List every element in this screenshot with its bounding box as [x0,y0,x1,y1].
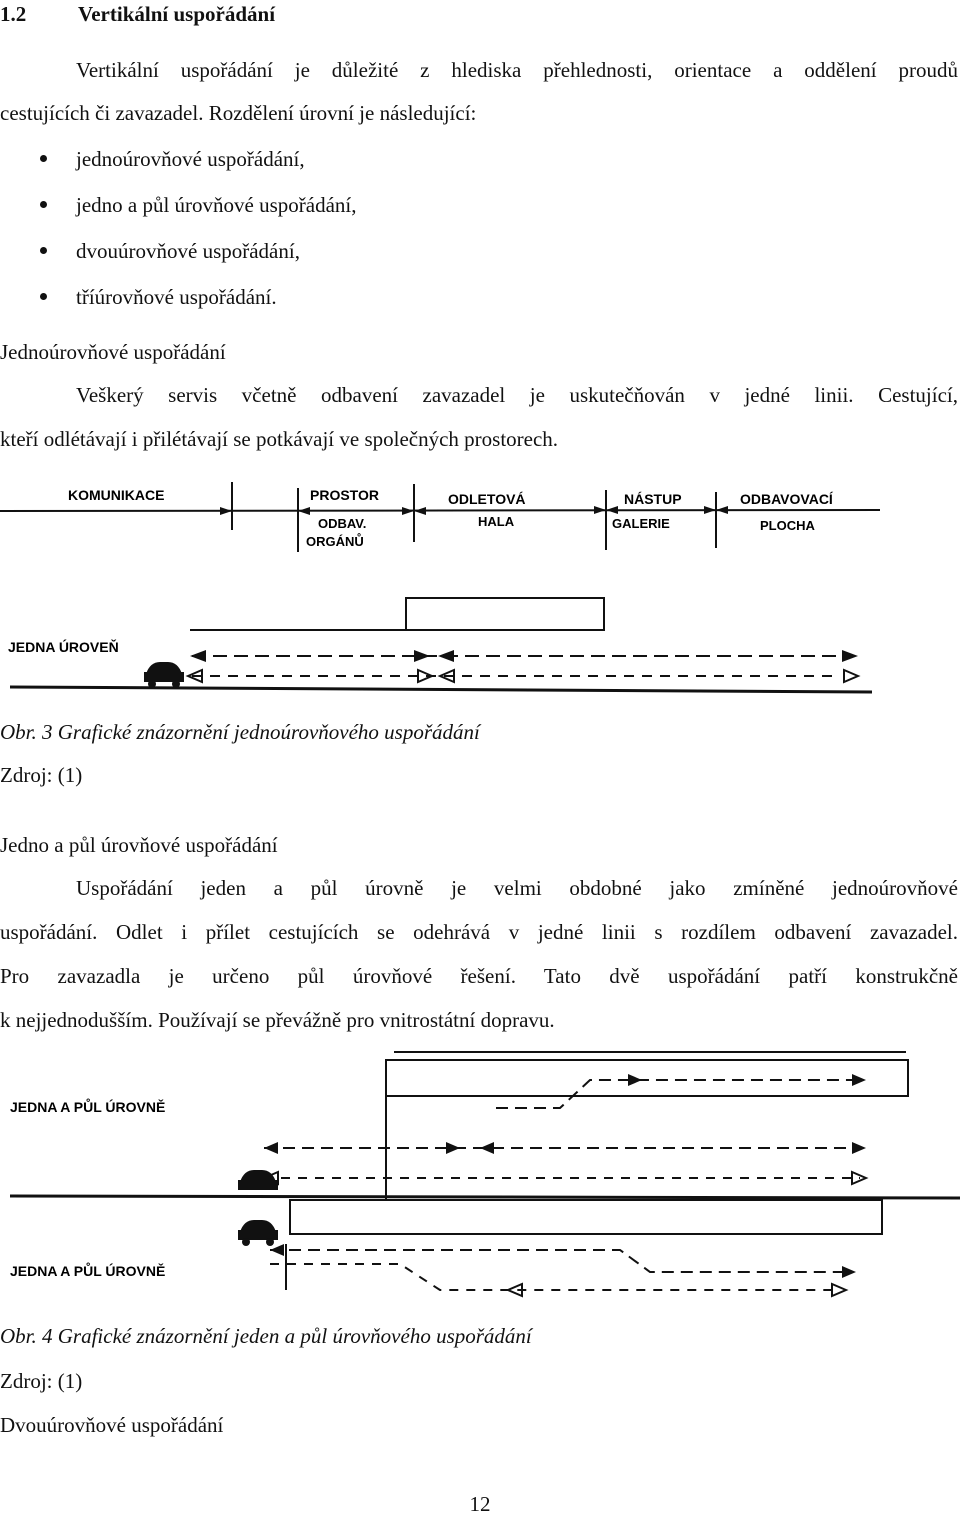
bullet-icon [40,155,47,162]
list-item: jednoúrovňové uspořádání, [76,147,305,171]
bullet-icon [40,201,47,208]
zone-label: GALERIE [612,516,670,531]
level-label: JEDNA ÚROVEŇ [8,639,119,655]
zone-label: PROSTOR [310,487,379,503]
zone-label: ODLETOVÁ [448,491,526,507]
car-icon [238,1170,278,1190]
list-item: tříúrovňové uspořádání. [76,285,277,309]
zone-label: ODBAVOVACÍ [740,491,833,507]
zone-label: NÁSTUP [624,491,682,507]
zone-label: ODBAV. [318,516,367,531]
single-level-line-1: Veškerý servis včetně odbavení zavazadel je uskutečňován v jedné linii. Cestující, [76,383,958,407]
zone-label: ORGÁNŮ [306,534,364,549]
level-label-bottom: JEDNA A PŮL ÚROVNĚ [10,1263,166,1279]
flow-lines [264,1074,866,1296]
zone-label: HALA [478,514,515,529]
page-number: 12 [469,1492,491,1516]
one-and-half-line-4: k nejjednodušším. Používají se převážně pro vnitrostátní dopravu. [0,1008,555,1032]
figure-4-source: Zdroj: (1) [0,1369,83,1393]
section-heading [0,0,960,28]
bullet-icon [40,293,47,300]
section-number: 1.2 [0,2,27,26]
figure-one-and-half-diagram [0,1050,960,1300]
intro-line-1: Vertikální uspořádání je důležité z hlediska přehlednosti, orientace a oddělení proudů [76,58,958,82]
one-and-half-line-2: uspořádání. Odlet i přílet cestujících se odehrává v jedné linii s rozdílem odbavení zavazadel. [0,920,958,944]
level-label-top: JEDNA A PŮL ÚROVNĚ [10,1099,166,1115]
figure-3-caption: Obr. 3 Grafické znázornění jednoúrovňového uspořádání [0,720,480,744]
section-title: Vertikální uspořádání [78,2,276,26]
single-level-line-2: kteří odlétávají i přilétávají se potkávají ve společných prostorech. [0,427,559,451]
zone-label: KOMUNIKACE [68,487,165,503]
list-item: jedno a půl úrovňové uspořádání, [76,193,357,217]
one-and-half-line-3: Pro zavazadla je určeno půl úrovňové řešení. Tato dvě uspořádání patří konstrukčně [0,964,958,988]
zone-label: PLOCHA [760,518,815,533]
list-item: dvouúrovňové uspořádání, [76,239,300,263]
subheading-two-level: Dvouúrovňové uspořádání [0,1413,224,1437]
car-icon [238,1220,278,1246]
figure-3-source: Zdroj: (1) [0,763,83,787]
flow-lines [188,650,858,682]
one-and-half-line-1: Uspořádání jeden a půl úrovně je velmi obdobné jako zmíněné jednoúrovňové [76,876,958,900]
subheading-one-and-half: Jedno a půl úrovňové uspořádání [0,833,278,857]
figure-4-caption: Obr. 4 Grafické znázornění jeden a půl úrovňového uspořádání [0,1324,532,1348]
bullet-icon [40,247,47,254]
figure-single-level-diagram [0,470,960,715]
subheading-single-level: Jednoúrovňové uspořádání [0,340,226,364]
car-icon [144,662,184,688]
intro-line-2: cestujících či zavazadel. Rozdělení úrovní je následující: [0,101,477,125]
